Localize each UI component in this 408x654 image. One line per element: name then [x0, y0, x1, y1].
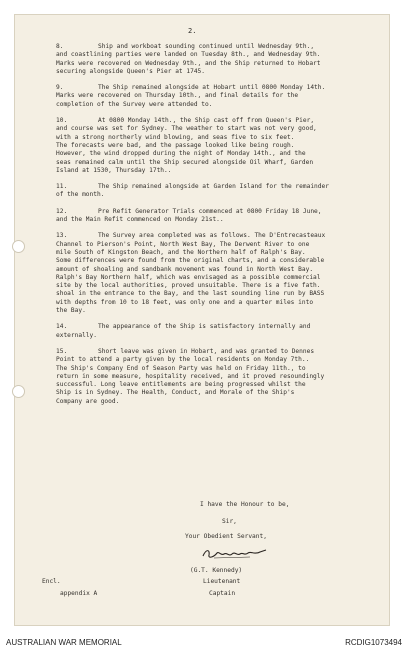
- paragraph-line: amount of shoaling and sandbank movement was found in North West Bay.: [56, 265, 314, 273]
- paragraph-number: 14.: [56, 323, 68, 331]
- paragraph-number: 9.: [56, 84, 64, 92]
- paragraph-line: Ship and workboat sounding continued until Wednesday 9th.,: [98, 43, 315, 50]
- paragraph: [56, 348, 386, 406]
- footer-institution: AUSTRALIAN WAR MEMORIAL: [6, 638, 122, 647]
- paragraph-line: Island at 1530, Thursday 17th..: [56, 166, 172, 174]
- paragraph-line: with depths from 10 to 18 feet, was only one and a quarter miles into: [56, 298, 314, 306]
- paragraph-line: the Bay.: [56, 307, 86, 315]
- paragraph: [56, 208, 386, 225]
- punch-hole: [12, 240, 25, 253]
- paragraph-line: shoal in the entrance to the Bay, and the last sounding line run by BASS: [56, 290, 325, 298]
- archive-footer: [0, 630, 408, 654]
- paragraph-line: site by the local authorities, proved unsuitable. There is a five fath.: [56, 282, 321, 290]
- paragraph-line: seas remained calm until the Ship secured alongside Oil Wharf, Garden: [56, 158, 314, 166]
- paragraph-line: However, the wind dropped during the night of Monday 14th., and the: [56, 150, 306, 158]
- punch-hole: [12, 385, 25, 398]
- paragraph-line: Company are good.: [56, 397, 120, 405]
- paragraph-number: 8.: [56, 43, 64, 50]
- paragraph-line: Some differences were found from the original charts, and a considerable: [56, 257, 325, 265]
- paragraph-line: completion of the Survey were attended to.: [56, 100, 213, 108]
- paragraph-line: Channel to Pierson's Point, North West Bay, The Derwent River to one: [56, 240, 310, 248]
- paragraph: [56, 43, 386, 76]
- paragraph-number: 11.: [56, 183, 68, 191]
- page-number: 2.: [188, 27, 197, 35]
- paragraph-line: mile South of Kingston Beach, and the Northern half of Ralph's Bay.: [56, 248, 306, 256]
- appendix-label: appendix A: [60, 590, 98, 597]
- paragraph-line: Ralph's Bay Northern half, which was envisaged as a possible commercial: [56, 273, 321, 281]
- paragraph-line: The Survey area completed was as follows. The D'Entrecasteaux: [98, 232, 326, 240]
- paragraph-line: Ship is in Sydney. The Health, Conduct, and Morale of the Ship's: [56, 389, 295, 397]
- paragraph-number: 15.: [56, 347, 68, 355]
- paragraph-line: Short leave was given in Hobart, and was granted to Dennes: [98, 347, 315, 355]
- paragraph-line: externally.: [56, 331, 97, 339]
- paragraph-line: successful. Long leave entitlements are being progressed whilst the: [56, 381, 306, 389]
- paragraph-line: The appearance of the Ship is satisfactory internally and: [98, 323, 311, 331]
- closing-honour: I have the Honour to be,: [200, 501, 290, 508]
- paragraph-line: of the month.: [56, 191, 105, 199]
- paragraph-number: 12.: [56, 207, 68, 215]
- paragraph: [56, 183, 386, 200]
- paragraph: [56, 84, 386, 109]
- paragraph: [56, 117, 386, 175]
- paragraph: [56, 232, 386, 315]
- paragraph-line: and course was set for Sydney. The weather to start was not very good,: [56, 125, 317, 133]
- signatory-name: (G.T. Kennedy): [190, 567, 243, 574]
- paragraph-number: 13.: [56, 232, 68, 240]
- signature-image: [200, 547, 270, 561]
- signatory-title: Captain: [209, 590, 236, 597]
- closing-sir: Sir,: [222, 518, 237, 525]
- paragraph-line: Point to attend a party given by the local residents on Monday 7th..: [56, 356, 310, 364]
- paragraph-line: At 0800 Monday 14th., the Ship cast off from Queen's Pier,: [98, 117, 315, 125]
- enclosure-label: Encl.: [42, 578, 61, 585]
- paragraph-line: Marks were recovered on Wednesday 9th., and the Ship returned to Hobart: [56, 59, 321, 67]
- paragraph-line: The forecasts were bad, and the passage looked like being rough.: [56, 141, 295, 149]
- paragraph-line: and the Main Refit commenced on Monday 21st..: [56, 216, 224, 224]
- paragraph-line: The Ship remained alongside at Garden Island for the remainder: [98, 183, 329, 191]
- signatory-rank: Lieutenant: [203, 578, 241, 585]
- paragraph-line: with a strong northerly wind blowing, and seas five to six feet.: [56, 133, 295, 141]
- paragraph-line: The Ship's Company End of Season Party was held on Friday 11th., to: [56, 364, 306, 372]
- paragraph-line: return in some measure, hospitality received, and it proved resoundingly: [56, 372, 325, 380]
- paragraph-number: 10.: [56, 117, 68, 125]
- paragraph-line: Marks were recovered on Thursday 10th., and final details for the: [56, 92, 299, 100]
- closing-servant: Your Obedient Servant,: [185, 533, 267, 540]
- paragraph-line: The Ship remained alongside at Hobart until 0800 Monday 14th.: [98, 84, 326, 92]
- paragraph-line: securing alongside Queen's Pier at 1745.: [56, 67, 206, 75]
- paragraph-line: and coastlining parties were landed on Tuesday 8th., and Wednesday 9th.: [56, 51, 321, 59]
- footer-record-id: RCDIG1073494: [345, 638, 402, 647]
- paragraph-line: Pre Refit Generator Trials commenced at 0800 Friday 18 June,: [98, 207, 322, 215]
- paragraph: [56, 323, 386, 340]
- letter-body: [56, 43, 386, 414]
